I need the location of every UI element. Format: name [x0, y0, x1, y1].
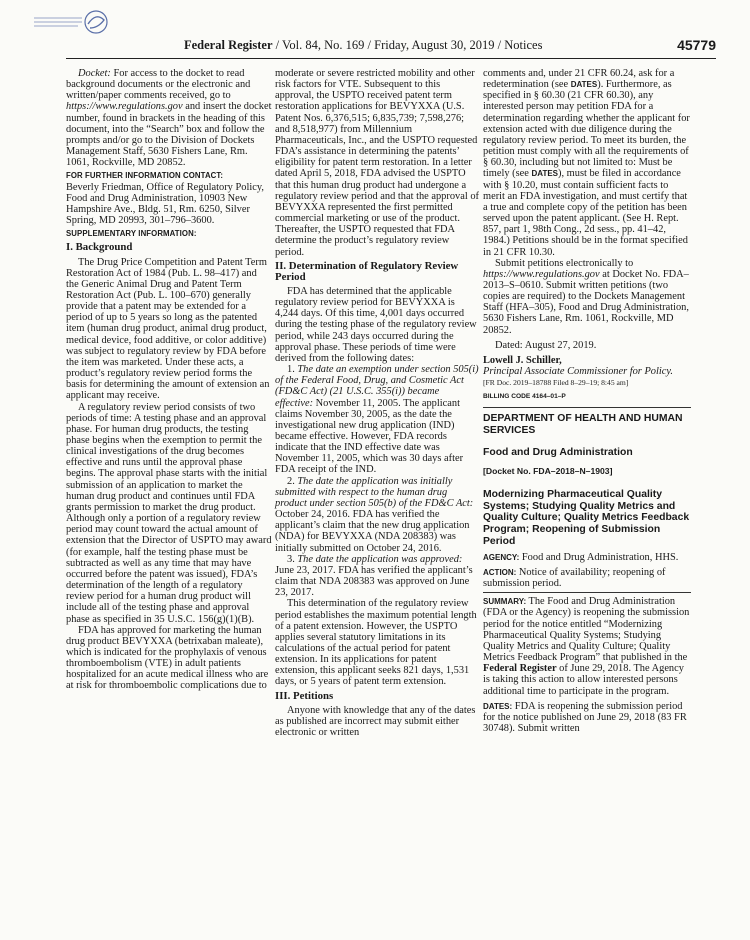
hhs-seal-logo — [26, 8, 114, 38]
docket-label: Docket: — [78, 68, 111, 79]
petitions-heading: III. Petitions — [275, 689, 334, 702]
summary-text-a: The Food and Drug Administration (FDA or the Agency) is reopening the submission period for the notice entitled “Modernizing Pharmaceutical Quality Systems; Studying Quality Metrics and Quality Culture; Quality Metrics Feedback Program” that published in the — [483, 596, 690, 664]
page-header — [66, 38, 730, 58]
submit-text-b: at Docket No. FDA–2013–S–0610. Submit written petitions (two copies are required) to the Dockets Management Staff (HFA–305), Food and Drug Administration, 5630 Fishers Lane, Rm. 1061, Rockville, MD 20852. — [483, 268, 689, 336]
date-item-2-number: 2. — [287, 475, 298, 487]
date-item-2-text: October 24, 2016. FDA has verified the applicant’s claim that the new drug application (NDA) for BEVYXXA (NDA 208383) was initially submitted on October 24, 2016. — [275, 509, 470, 554]
agency-text: Food and Drug Administration, HHS. — [519, 551, 679, 563]
dates-label: DATES: — [483, 701, 513, 711]
summary-label: SUMMARY: — [483, 597, 527, 607]
submit-petitions-paragraph — [483, 258, 691, 336]
section-divider — [483, 407, 691, 408]
summary-text-b: of June 29, 2018. The Agency is taking this action to allow interested persons additional time to participate in the program. — [483, 663, 684, 697]
limitations-paragraph: This determination of the regulatory review period establishes the maximum potential length of a patent extension. However, the USPTO applies several statutory limitations in its calculations of the actual period for patent extension. In its applications for patent extension, this applicant seeks 821 days, 1,531 days, or 5 years of patent term extension. — [275, 598, 477, 688]
document-title: Modernizing Pharmaceutical Quality Systems; Studying Quality Metrics and Quality Culture; Quality Metrics Feedback Program; Reopening of Submission Period — [483, 488, 690, 548]
header-rule — [66, 58, 716, 59]
date-item-2 — [275, 476, 479, 554]
date-item-3-number: 3. — [287, 553, 298, 565]
supplementary-label: SUPPLEMENTARY INFORMATION: — [66, 229, 197, 239]
docket-text-2: and insert the docket number, found in brackets in the heading of this document, into the “Search” box and follow the prompts and/or go to the Division of Dockets Management Staff, 5630 Fishers Lane, Rm. 1061, Rockville, MD 20852. — [66, 101, 272, 169]
agency-label: AGENCY: — [483, 552, 520, 562]
redetermination-text-a: comments and, under 21 CFR 60.24, ask for a redetermination (see — [483, 68, 675, 91]
column-2 — [275, 68, 479, 738]
dates-paragraph — [483, 701, 691, 734]
dated-line: Dated: August 27, 2019. — [495, 339, 597, 351]
page-number: 45779 — [677, 37, 716, 53]
action-text: Notice of availability; reopening of submission period. — [483, 566, 666, 590]
petitions-paragraph: Anyone with knowledge that any of the dates as published are incorrect may submit either electronic or written — [275, 704, 476, 739]
determination-heading: II. Determination of Regulatory Review Period — [275, 259, 459, 283]
column-1 — [66, 68, 272, 692]
date-item-1 — [275, 364, 479, 476]
date-item-1-number: 1. — [287, 364, 298, 376]
date-item-2-title: The date the application was initially submitted with respect to the human drug product under section 505(b) of the FD&C Act: — [275, 475, 474, 509]
background-paragraph-2: A regulatory review period consists of two periods of time: A testing phase and an approval phase. For human drug products, the testing phase begins when the exemption to permit the clinical investigations of the drug becomes effective and runs until the approval phase begins. The approval phase starts with the initial submission of an application to market the human drug product and continues until FDA grants permission to market the drug product. Although only a portion of a regulatory review period may count toward the actual amount of extension that the Director of USPTO may award (for example, half the testing phase must be subtracted as well as any time that may have occurred before the patent was issued), FDA’s determination of the length of a regulatory review period for a human drug product will include all of the testing phase and approval phase as specified in 35 U.S.C. 156(g)(1)(B). — [66, 401, 272, 625]
header-issue-info: / Vol. 84, No. 169 / Friday, August 30, 2019 / Notices — [272, 38, 543, 52]
agency-line — [483, 552, 691, 563]
publication-name: Federal Register — [184, 38, 273, 52]
dates-reference-2: DATES — [531, 169, 559, 179]
summary-divider — [483, 592, 691, 593]
background-paragraph-1: The Drug Price Competition and Patent Term Restoration Act of 1984 (Pub. L. 98–417) and the Generic Animal Drug and Patent Term Restoration Act (Pub. L. 100–670) generally provide that a patent may be extended for a period of up to 5 years so long as the patented item (human drug product, animal drug product, medical device, food additive, or color additive) was subject to regulatory review by FDA before the item was marketed. Under these acts, a product’s regulatory review period forms the basis for determining the amount of extension an applicant may receive. — [66, 256, 270, 402]
department-heading: DEPARTMENT OF HEALTH AND HUMAN SERVICES — [483, 412, 683, 436]
redetermination-paragraph — [483, 68, 691, 258]
signer-name: Lowell J. Schiller, — [483, 354, 562, 366]
dates-reference-1: DATES — [570, 80, 598, 90]
background-heading: I. Background — [66, 241, 133, 254]
summary-federal-register: Federal Register — [483, 663, 557, 675]
date-item-3-title: The date the application was approved: — [297, 553, 463, 565]
date-item-1-title: The date an exemption under section 505(i) of the Federal Food, Drug, and Cosmetic Act (FD&C Act) (21 U.S.C. 355(i)) became effective: — [275, 364, 479, 409]
column-3 — [483, 68, 691, 734]
date-item-3-text: June 23, 2017. FDA has verified the applicant’s claim that NDA 208383 was approved on June 23, 2017. — [275, 564, 473, 599]
fr-doc-line: [FR Doc. 2019–18788 Filed 8–29–19; 8:45 am] — [483, 378, 629, 388]
redetermination-text-b: ). Furthermore, as specified in § 60.30 (21 CFR 60.30), any interested person may petition FDA for a determination regarding whether the applicant for extension acted with due diligence during the regulatory review period. To meet its burden, the petition must comply with all the requirements of § 60.30, including but not limited to: Must be timely (see — [483, 79, 690, 180]
header-citation — [184, 38, 542, 53]
background-paragraph-3: FDA has approved for marketing the human drug product BEVYXXA (betrixaban maleate), which is indicated for the prophylaxis of venous thromboembolism (VTE) in adult patients hospitalized for an acute medical illness who are at risk for thromboembolic complications due to — [66, 624, 269, 692]
agency-heading: Food and Drug Administration — [483, 446, 633, 458]
redetermination-text-c: ), must be filed in accordance with § 10.20, must contain sufficient facts to merit an FDA investigation, and must certify that a true and complete copy of the petition has been served upon the patent applicant. (See H. Rept. 857, part 1, 98th Cong., 2d sess., pp. 41–42, 1984.) Petitions should be in the format specified in 21 CFR 10.30. — [483, 168, 688, 258]
contact-label: FOR FURTHER INFORMATION CONTACT: — [66, 171, 224, 181]
date-item-3 — [275, 554, 479, 599]
billing-code: BILLING CODE 4164–01–P — [483, 393, 566, 401]
regulations-link[interactable]: https://www.regulations.gov — [66, 101, 183, 113]
docket-paragraph — [66, 68, 272, 168]
dates-text: FDA is reopening the submission period for the notice published on June 29, 2018 (83 FR 30748). Submit written — [483, 700, 687, 735]
regulations-link-2[interactable]: https://www.regulations.gov — [483, 268, 600, 280]
contact-text: Beverly Friedman, Office of Regulatory Policy, Food and Drug Administration, 10903 New Hampshire Ave., Bldg. 51, Rm. 6250, Silver Spring, MD 20993, 301–796–3600. — [66, 181, 264, 227]
summary-paragraph — [483, 596, 691, 696]
action-line — [483, 567, 691, 589]
docket-text: For access to the docket to read background documents or the electronic and written/paper comments received, go to — [66, 68, 251, 102]
determination-paragraph: FDA has determined that the applicable regulatory review period for BEVYXXA is 4,244 days. Of this time, 4,001 days occurred during the testing phase of the regulatory review period, while 243 days occurred during the approval phase. These periods of time were derived from the following dates: — [275, 285, 477, 364]
submit-text-a: Submit petitions electronically to — [495, 257, 634, 269]
column2-paragraph-1: moderate or severe restricted mobility and other risk factors for VTE. Subsequent to this approval, the USPTO received patent term restoration applications for BEVYXXA (U.S. Patent Nos. 6,376,515; 6,835,739; 7,598,276; and 8,518,977) from Millennium Pharmaceuticals, Inc., and the USPTO requested FDA’s assistance in determining the patents’ eligibility for patent term restoration. In a letter dated April 5, 2018, FDA advised the USPTO that this human drug product had undergone a regulatory review period and that the approval of BEVYXXA represented the first permitted commercial marketing or use of the product. Thereafter, the USPTO requested that FDA determine the product’s regulatory review period. — [275, 68, 479, 258]
docket-number: [Docket No. FDA–2018–N–1903] — [483, 465, 613, 476]
signer-title — [483, 366, 691, 377]
date-item-1-text: November 11, 2005. The applicant claims November 30, 2005, as the date the investigational new drug application (IND) became effective. However, FDA records indicate that the IND effective date was November 11, 2005, which was 30 days after FDA receipt of the IND. — [275, 397, 464, 476]
signer-title-text: Principal Associate Commissioner for Policy. — [483, 366, 674, 378]
action-label: ACTION: — [483, 567, 517, 577]
